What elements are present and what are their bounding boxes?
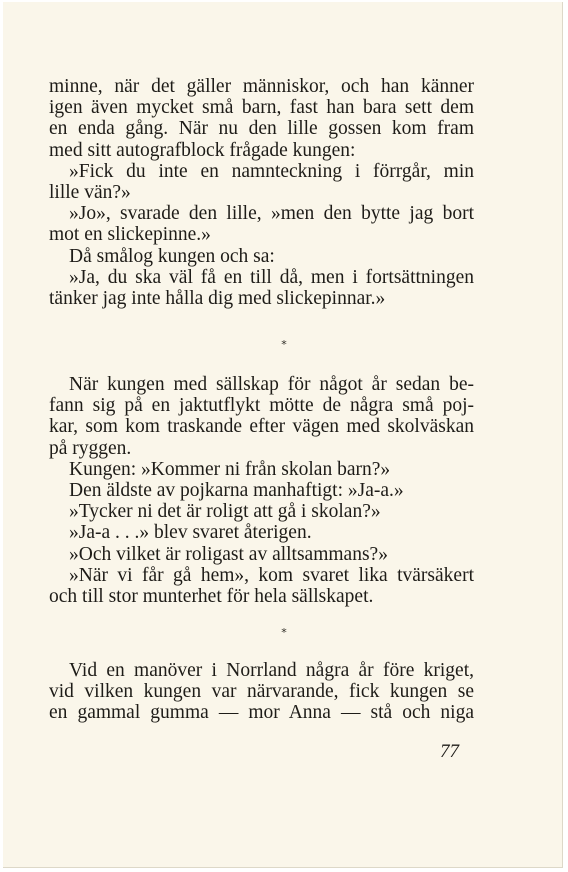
text-line: Den äldste av pojkarna manhaftigt: »Ja-a.» <box>69 479 404 501</box>
text-line: och till stor munterhet för hela sällskapet. <box>49 585 374 607</box>
paragraph-2 <box>49 374 474 607</box>
section-separator: * <box>281 338 287 351</box>
text-line: mot en slickepinne.» <box>49 224 211 246</box>
text-line: »Tycker ni det är roligt att gå i skolan?» <box>69 501 381 523</box>
text-line: vid vilken kungen var närvarande, fick kungen se <box>49 681 474 703</box>
paragraph-3 <box>49 660 474 724</box>
text-line: med sitt autografblock frågade kungen: <box>49 139 356 161</box>
section-separator: * <box>281 626 287 639</box>
page-number: 77 <box>440 741 459 762</box>
text-line: igen även mycket små barn, fast han bara sett dem <box>49 97 474 119</box>
text-line: på ryggen. <box>49 437 132 459</box>
text-line: »Jo», svarade den lille, »men den bytte jag bort <box>69 203 474 225</box>
text-line: »Ja-a . . .» blev svaret återigen. <box>69 522 312 544</box>
text-line: en gammal gumma — mor Anna — stå och niga <box>49 702 474 724</box>
paragraph-1 <box>49 76 474 309</box>
text-line: »Och vilket är roligast av alltsammans?» <box>69 543 388 565</box>
text-line: »Ja, du ska väl få en till då, men i fortsättningen <box>69 266 474 288</box>
text-line: lille vän?» <box>49 181 131 203</box>
text-line: »Fick du inte en namnteckning i förrgår, min <box>69 160 474 182</box>
text-line: Kungen: »Kommer ni från skolan barn?» <box>69 458 391 480</box>
text-line: kar, som kom traskande efter vägen med skolväskan <box>49 416 474 438</box>
text-line: »När vi får gå hem», kom svaret lika tvärsäkert <box>69 564 474 586</box>
text-line: Vid en manöver i Norrland några år före kriget, <box>69 660 474 681</box>
text-line: tänker jag inte hålla dig med slickepinnar.» <box>49 287 386 309</box>
text-line: fann sig på en jaktutflykt mötte de några små poj- <box>49 395 474 417</box>
text-line: Då smålog kungen och sa: <box>69 245 275 267</box>
text-line: När kungen med sällskap för något år sedan be- <box>69 374 474 395</box>
text-line: minne, när det gäller människor, och han känner <box>49 76 474 97</box>
text-line: en enda gång. När nu den lille gossen kom fram <box>49 118 474 140</box>
